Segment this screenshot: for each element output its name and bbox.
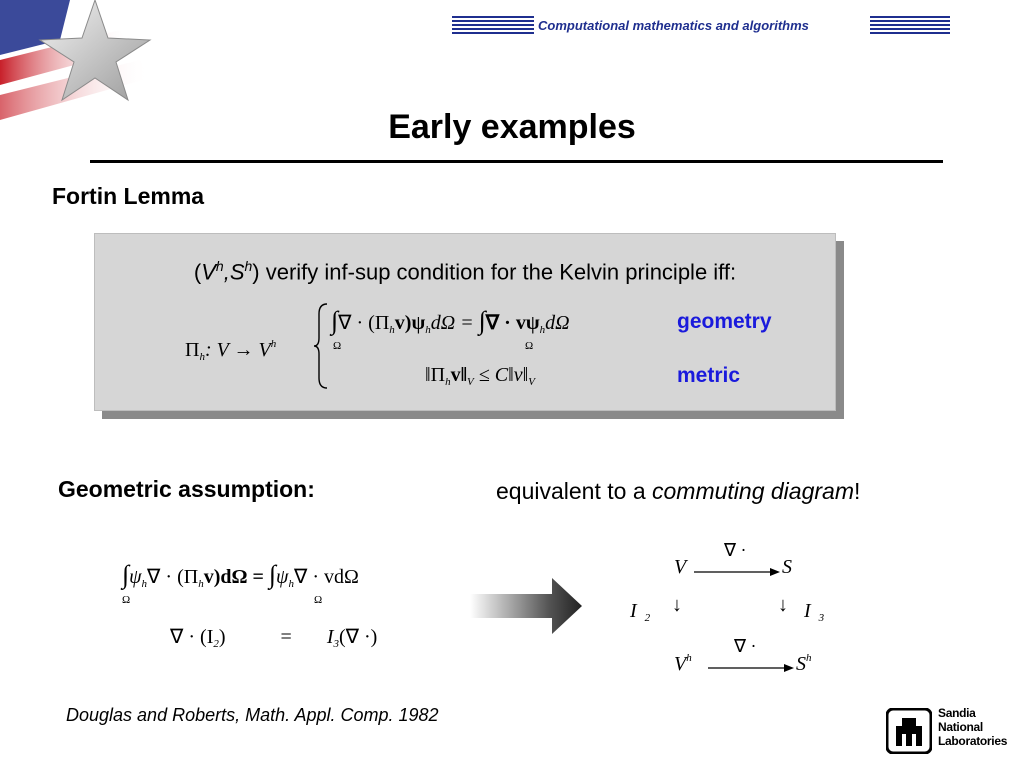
section-heading: Fortin Lemma <box>52 183 205 209</box>
banner-lines-left <box>452 16 534 36</box>
banner-title: Computational mathematics and algorithms <box>538 18 809 33</box>
metric-tag: metric <box>677 364 741 387</box>
diagram-left-down-arrow: ↓ <box>672 594 682 616</box>
geometric-assumption-heading: Geometric assumption: <box>58 476 315 502</box>
geometry-tag: geometry <box>677 310 772 333</box>
diagram-right-down-arrow: ↓ <box>778 594 788 616</box>
lemma-box <box>94 233 836 411</box>
right-arrow-graphic <box>470 578 582 634</box>
diagram-top-operator: ∇ · <box>724 540 747 560</box>
banner-lines-right <box>870 16 950 36</box>
metric-equation: $‖\Pi_hv‖_V$ ≤ $C‖v‖_V$ <box>425 364 535 388</box>
slide-title: Early examples <box>388 108 636 146</box>
diagram-bottom-arrow <box>708 662 794 674</box>
sandia-logo <box>886 706 1016 758</box>
lemma-statement: $(V^h,S^h)$ verify inf-sup condition for the Kelvin principle iff: <box>193 258 737 285</box>
diagram-V: V <box>674 556 687 578</box>
equivalent-text: equivalent to a commuting diagram! <box>496 478 861 504</box>
header-banner <box>452 15 950 37</box>
omega-subscript: Ω <box>333 340 342 352</box>
sandia-wordmark: Sandia National Laboratories <box>938 706 1008 748</box>
omega-subscript: Ω <box>314 594 323 606</box>
diagram-S: S <box>782 556 792 578</box>
omega-subscript: Ω <box>122 594 131 606</box>
title-divider <box>90 160 943 163</box>
assumption-equation-commute: ∇ · $(I_2) = I_3(\nabla$ ·) <box>170 626 378 650</box>
left-brace <box>313 302 329 390</box>
citation: Douglas and Roberts, Math. Appl. Comp. 1982 <box>66 705 439 725</box>
assumption-equation-integral: $\int\psi_h\nabla \cdot (\Pi_hv)d\Omega = \int\psi_h\nabla \cdot vd\Omega$ <box>122 560 359 590</box>
diagram-Vh: $V^h$ <box>674 652 692 675</box>
fortin-operator: $\Pi_h$: $V \to V^h$ <box>185 338 277 363</box>
diagram-I2: I $_2$ <box>630 600 651 624</box>
omega-subscript: Ω <box>525 340 534 352</box>
diagram-Sh: $S^h$ <box>796 652 812 675</box>
diagram-bottom-operator: ∇ · <box>734 636 757 656</box>
diagram-top-arrow <box>694 566 780 578</box>
sandia-thunderbird-icon <box>886 708 932 754</box>
diagram-I3: I $_3$ <box>804 600 825 624</box>
geometry-equation: ∫∇ · $(\Pi_hv)\psi_hd\Omega$ = ∫∇ · $v\psi_hd\Omega$ <box>331 306 570 336</box>
